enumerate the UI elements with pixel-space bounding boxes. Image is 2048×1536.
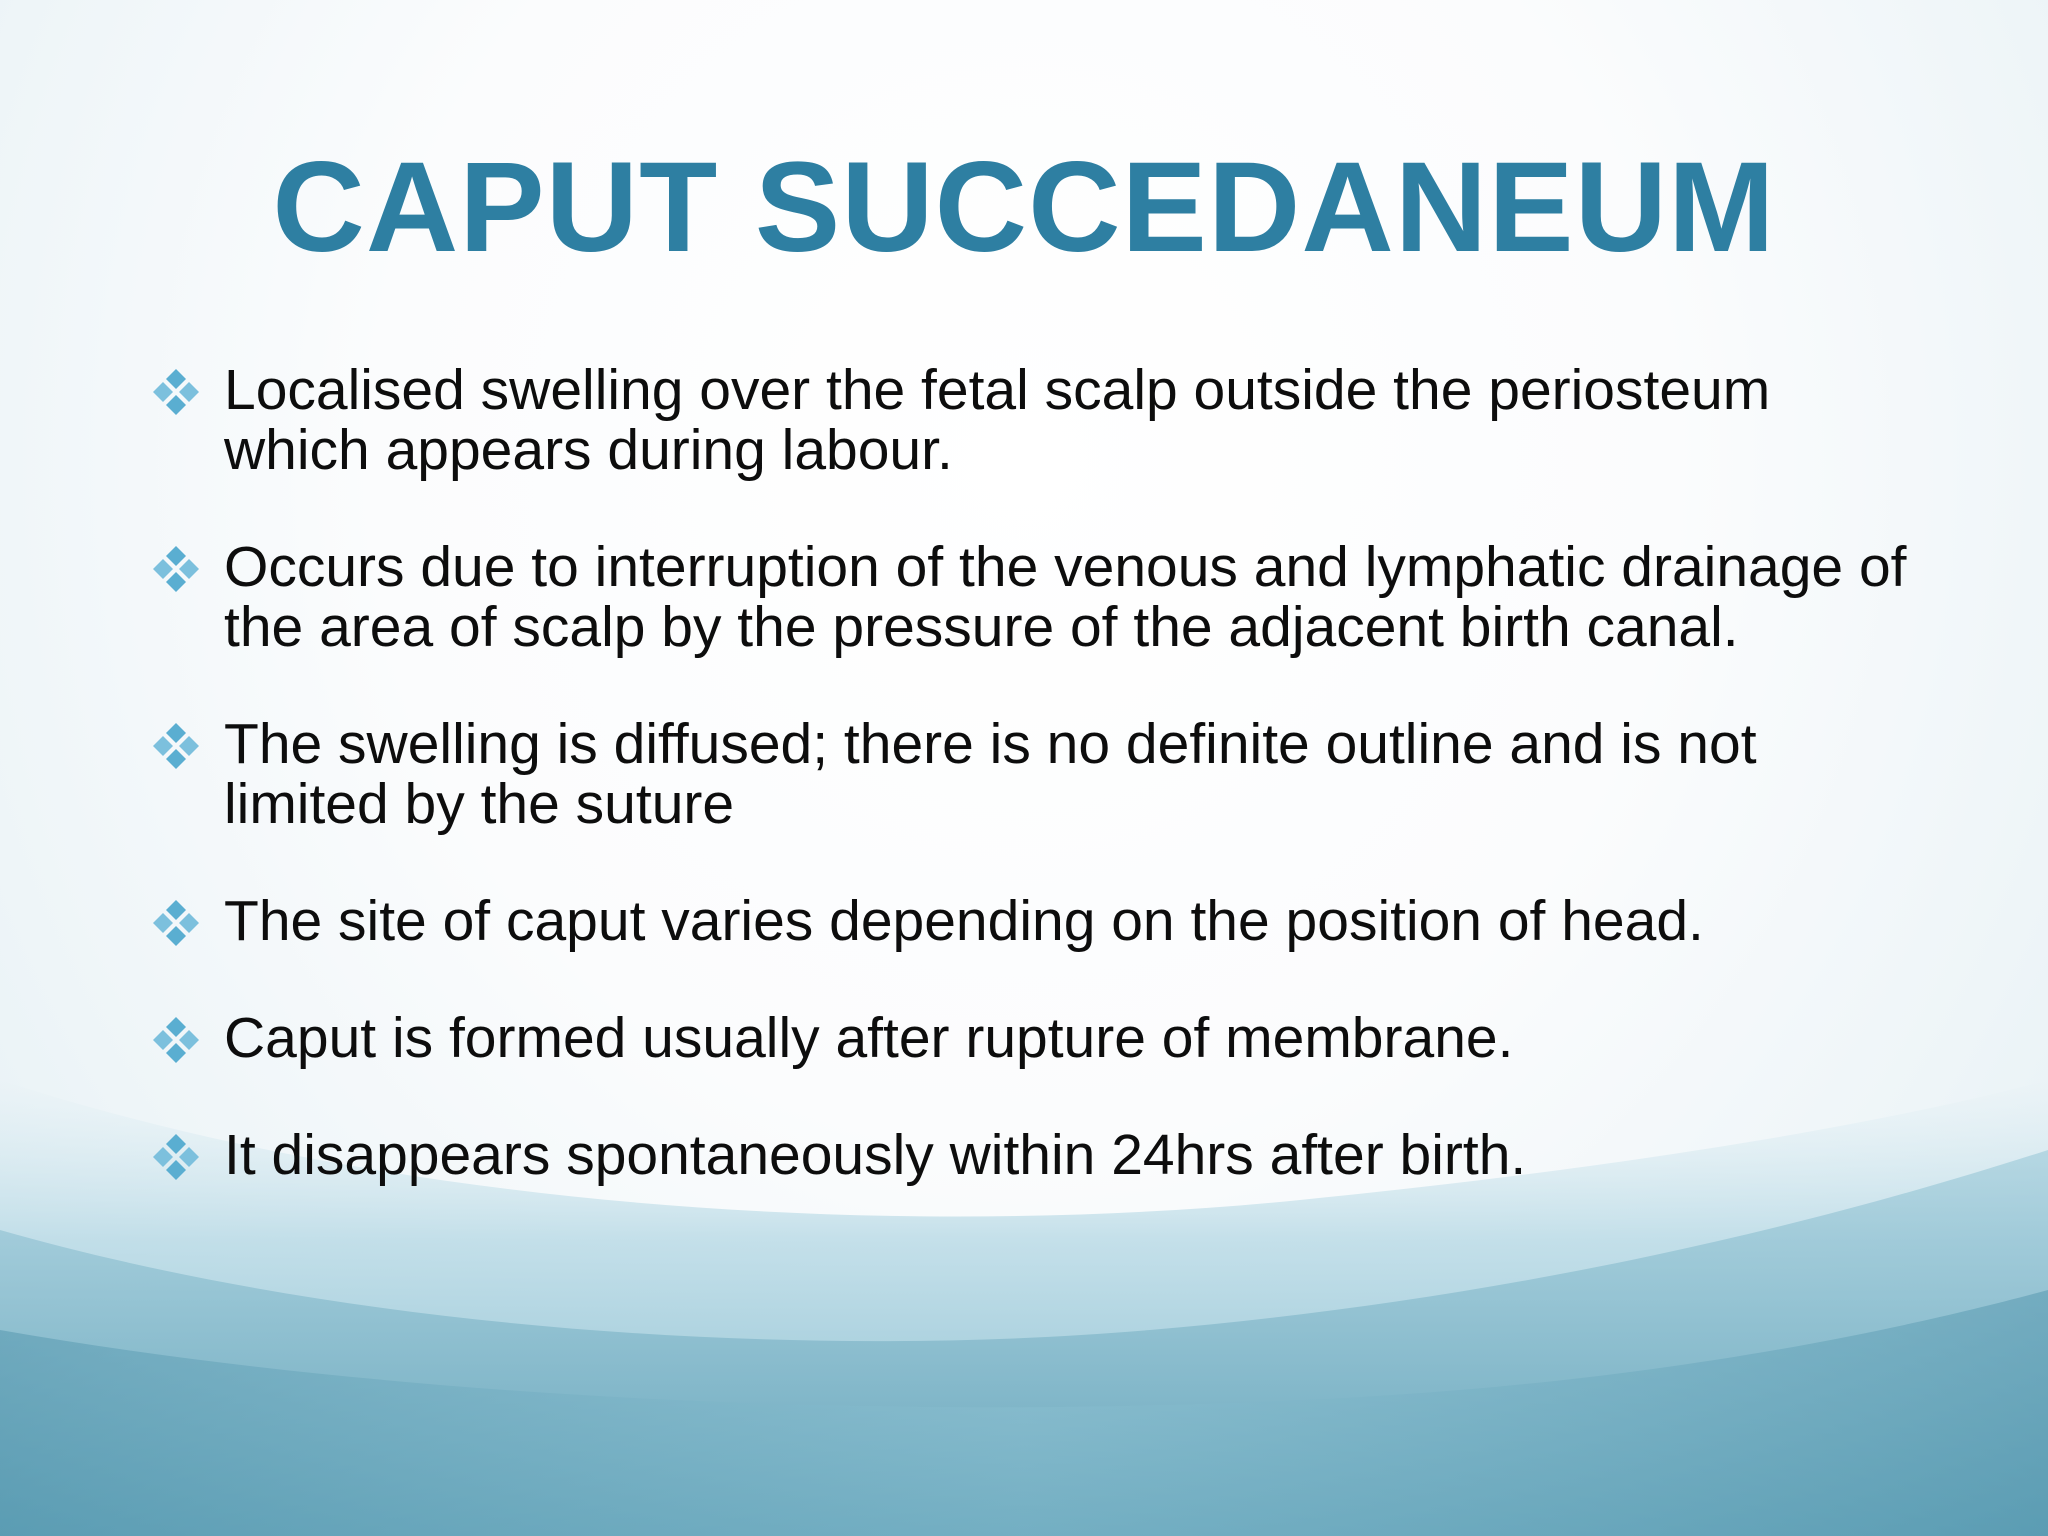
four-diamond-bullet-icon xyxy=(150,543,202,595)
four-diamond-bullet-icon xyxy=(150,1014,202,1066)
bullet-item xyxy=(150,360,1930,480)
slide-title: CAPUT SUCCEDANEUM xyxy=(272,136,1776,279)
bullet-item xyxy=(150,714,1930,834)
bullet-text: Caput is formed usually after rupture of membrane. xyxy=(224,1006,1514,1070)
bullet-item xyxy=(150,537,1930,657)
bullet-text: It disappears spontaneously within 24hrs after birth. xyxy=(224,1123,1527,1187)
bullet-item xyxy=(150,891,1930,951)
four-diamond-bullet-icon xyxy=(150,1131,202,1183)
bullet-text: Occurs due to interruption of the venous and lymphatic drainage of the area of scalp by the pressure of the adjacent birth canal. xyxy=(224,535,1907,659)
bullet-list xyxy=(150,360,1930,1242)
bullet-text: The site of caput varies depending on the position of head. xyxy=(224,889,1704,953)
four-diamond-bullet-icon xyxy=(150,366,202,418)
bullet-item xyxy=(150,1125,1930,1185)
bullet-text: The swelling is diffused; there is no definite outline and is not limited by the suture xyxy=(224,712,1757,836)
four-diamond-bullet-icon xyxy=(150,720,202,772)
bullet-item xyxy=(150,1008,1930,1068)
bullet-text: Localised swelling over the fetal scalp outside the periosteum which appears during labour. xyxy=(224,358,1771,482)
four-diamond-bullet-icon xyxy=(150,897,202,949)
